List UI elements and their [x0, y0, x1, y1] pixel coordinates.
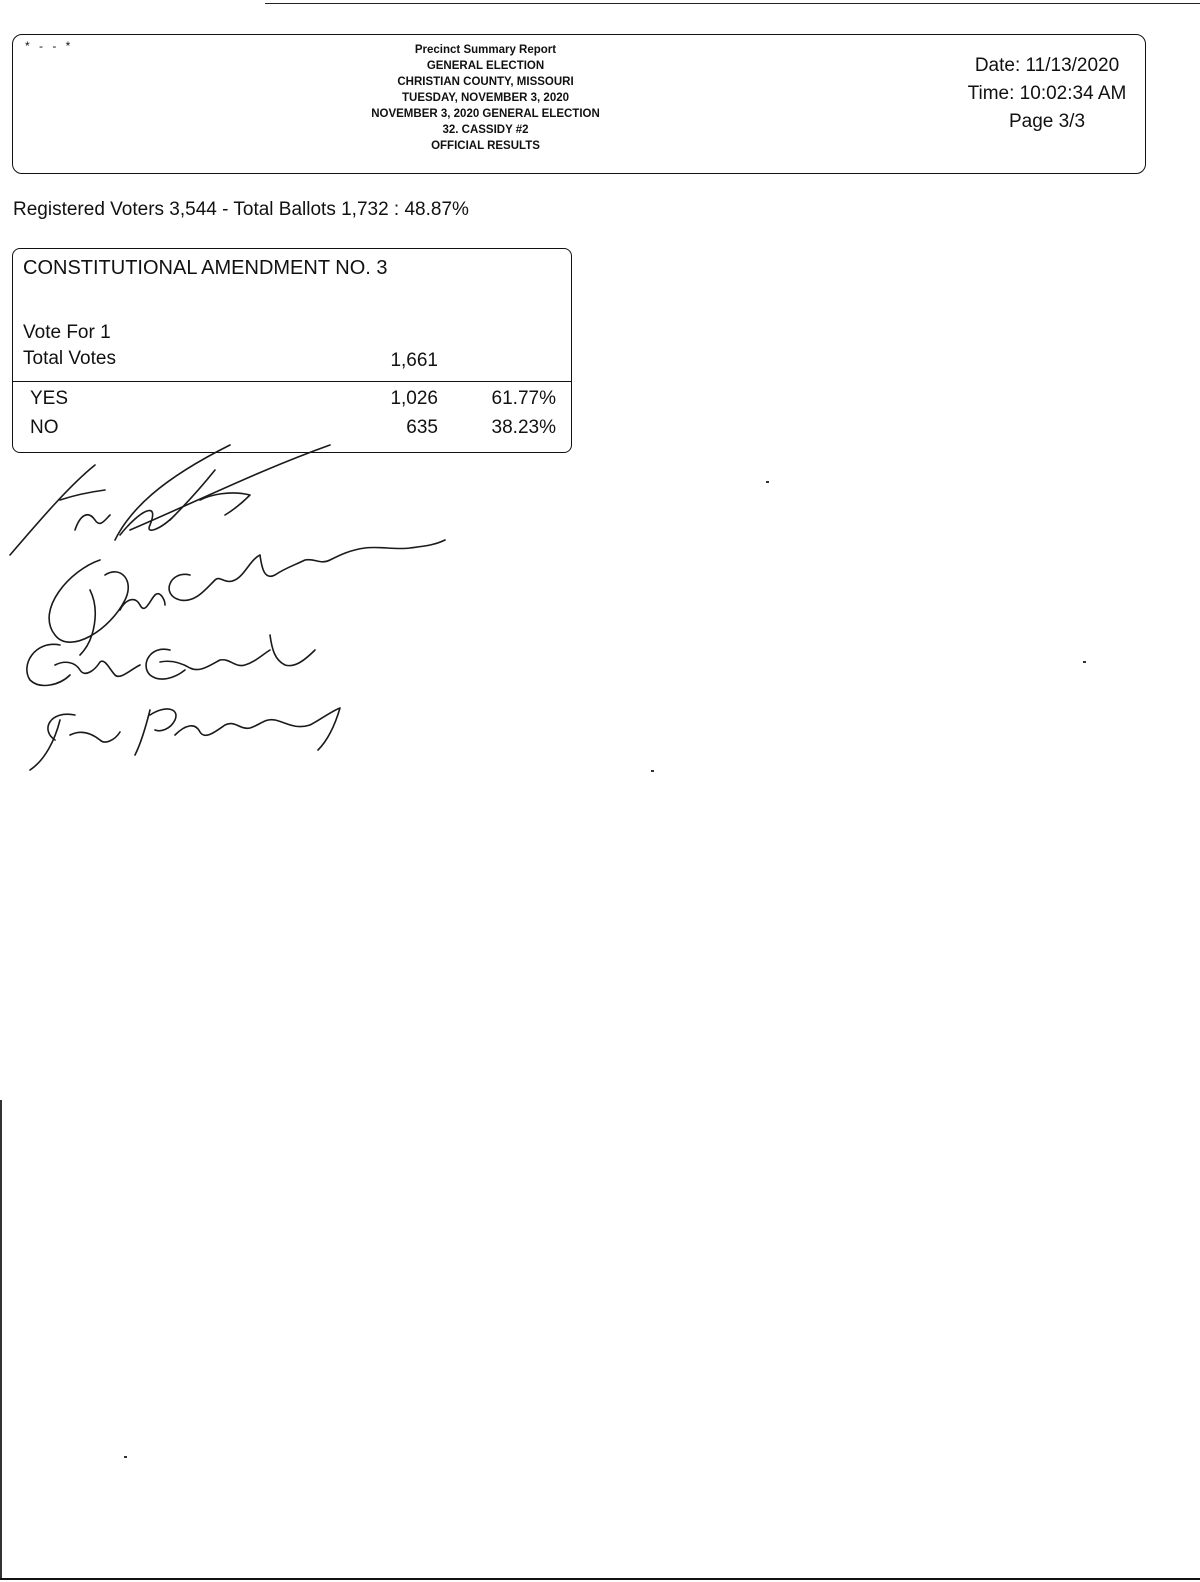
- election-title: NOVEMBER 3, 2020 GENERAL ELECTION: [371, 108, 600, 120]
- election-name: GENERAL ELECTION: [426, 60, 545, 72]
- total-votes-value: 1,661: [390, 350, 438, 371]
- contest-box: [12, 248, 572, 453]
- vote-for-label: Vote For 1: [23, 322, 111, 343]
- contest-divider: [13, 381, 571, 382]
- choice-name: YES: [30, 388, 69, 409]
- report-header: [12, 34, 1146, 174]
- report-title: Precinct Summary Report: [414, 44, 557, 56]
- election-date: TUESDAY, NOVEMBER 3, 2020: [401, 92, 570, 104]
- results-status: OFFICIAL RESULTS: [431, 140, 540, 152]
- signature-1: [10, 465, 110, 555]
- signature-4: [30, 714, 120, 770]
- scan-speck: [766, 481, 769, 483]
- choice-percent: 38.23%: [491, 417, 556, 438]
- report-time: Time: 10:02:34 AM: [967, 83, 1127, 104]
- total-votes-label: Total Votes: [23, 348, 116, 369]
- scan-speck: [1083, 661, 1086, 663]
- scan-edge-left: [0, 1100, 2, 1580]
- choice-row-yes: [13, 388, 571, 416]
- choice-name: NO: [30, 417, 59, 438]
- scan-edge-bottom: [0, 1578, 1200, 1580]
- choice-votes: 1,026: [390, 388, 438, 409]
- report-meta: [957, 52, 1137, 136]
- scan-speck: [651, 770, 654, 772]
- scan-edge-top: [265, 3, 1200, 4]
- report-date: Date: 11/13/2020: [974, 55, 1120, 76]
- turnout-summary: Registered Voters 3,544 - Total Ballots 1,732 : 48.87%: [13, 199, 469, 220]
- precinct-name: 32. CASSIDY #2: [442, 124, 529, 136]
- signature-2: [49, 560, 165, 655]
- contest-title: CONSTITUTIONAL AMENDMENT NO. 3: [23, 257, 388, 279]
- page-number: Page 3/3: [1008, 111, 1086, 132]
- header-marks: * - - *: [25, 39, 74, 53]
- report-title-block: [313, 42, 658, 154]
- scan-speck: [124, 1456, 127, 1458]
- choice-percent: 61.77%: [491, 388, 556, 409]
- choice-votes: 635: [406, 417, 438, 438]
- signatures-image: [0, 440, 460, 780]
- county-name: CHRISTIAN COUNTY, MISSOURI: [397, 76, 574, 88]
